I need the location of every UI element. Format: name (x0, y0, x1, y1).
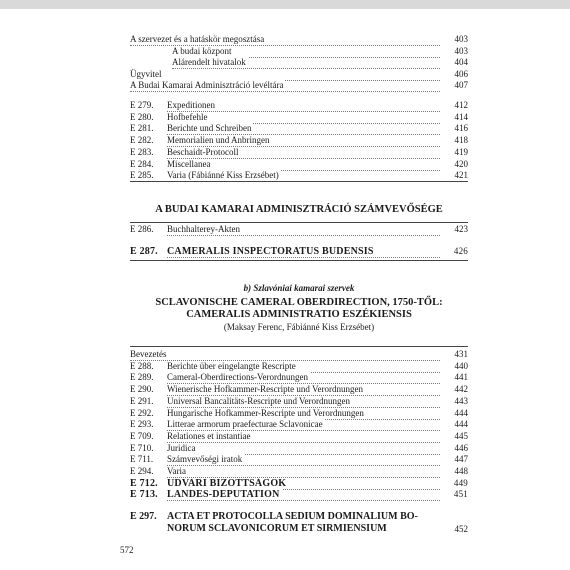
entry-code: E 281. (130, 123, 154, 134)
entry-title: Számvevőségi iratok (167, 454, 243, 465)
entry-code: E 283. (130, 146, 154, 157)
entry-title-line1: ACTA ET PROTOCOLLA SEDIUM DOMINALIUM BO- (167, 511, 418, 522)
toc-entry (130, 384, 468, 395)
section-heading-sclavonische-line2: CAMERALIS ADMINISTRATIO ESZÉKIENSIS (186, 309, 412, 320)
toc-entry (130, 396, 468, 407)
entry-page: 416 (454, 123, 468, 134)
entry-page: 449 (453, 477, 468, 488)
entry-title: Relationes et instantiae (167, 430, 251, 441)
entry-page: 448 (454, 466, 468, 476)
entry-title: Berichte über eingelangte Rescripte (167, 360, 296, 371)
entry-page: 446 (454, 442, 468, 453)
entry-title: LANDES-DEPUTATION (167, 489, 280, 501)
entry-title: Ügyvitel (130, 68, 162, 79)
entry-code: E 288. (130, 360, 154, 371)
section-rule (130, 260, 468, 261)
toc-entry (130, 170, 468, 181)
entry-page: 445 (454, 430, 468, 441)
toc-entry (130, 454, 468, 465)
section-heading-sclavonische-line1: SCLAVONISCHE CAMERAL OBERDIRECTION, 1750-TŐL: (155, 297, 443, 308)
entry-code: E 713. (130, 489, 158, 501)
toc-entry (130, 224, 468, 235)
toc-entry (130, 34, 468, 45)
toc-entry (130, 431, 468, 442)
entry-title: A szervezet és a hatáskör megosztása (130, 34, 265, 44)
entry-code: E 710. (130, 442, 154, 453)
entry-page: 423 (454, 224, 468, 234)
entry-page: 440 (454, 360, 468, 371)
toc-entry (130, 478, 468, 489)
section-rule (130, 222, 468, 223)
entry-code: E 279. (130, 100, 154, 110)
entry-title: Beschaidt-Protocoll (167, 146, 239, 157)
entry-code: E 292. (130, 407, 154, 418)
entry-title: Litterae armorum praefecturae Sclavonicae (167, 419, 323, 430)
entry-page: 403 (454, 34, 468, 44)
entry-page: 441 (454, 372, 468, 383)
toc-entry (130, 57, 468, 68)
entry-title: Alárendelt hivatalok (172, 57, 246, 68)
toc-entry (130, 159, 468, 170)
toc-entry (130, 361, 468, 372)
toc-entry (130, 69, 468, 80)
entry-code: E 297. (130, 511, 157, 522)
entry-page: 443 (454, 395, 468, 406)
entry-title: Juridica (167, 442, 196, 453)
entry-title: Varia (Fábiánné Kiss Erzsébet) (167, 170, 279, 181)
entry-code: E 294. (130, 466, 154, 476)
subsection-heading: b) Szlavóniai kamarai szervek (243, 283, 355, 293)
entry-page: 403 (454, 45, 468, 56)
entry-title: A Budai Kamarai Adminisztráció levéltára (130, 80, 284, 91)
entry-code: E 287. (130, 246, 158, 257)
toc-entry (130, 349, 468, 360)
entry-code: E 709. (130, 430, 154, 441)
entry-title: Miscellanea (167, 158, 211, 169)
toc-entry (130, 112, 468, 123)
entry-title: Universal Bancalitäts-Rescripte und Verordnungen (167, 395, 351, 406)
entry-page: 420 (454, 158, 468, 169)
entry-title: Cameral-Oberdirections-Verordnungen (167, 372, 308, 383)
toc-entry (130, 46, 468, 57)
entry-code: E 291. (130, 395, 154, 406)
entry-code: E 282. (130, 135, 154, 146)
toc-entry (130, 123, 468, 134)
entry-page: 419 (454, 146, 468, 157)
entry-title: Memorialien und Anbringen (167, 135, 270, 146)
entry-code: E 290. (130, 384, 154, 395)
entry-title: Berichte und Schreiben (167, 123, 252, 134)
toc-entry (130, 135, 468, 146)
entry-page: 412 (454, 100, 468, 110)
toc-entry (130, 80, 468, 91)
entry-title: Hofbefehle (167, 111, 208, 122)
entry-code: E 711. (130, 454, 154, 465)
entry-title: A budai központ (172, 45, 232, 56)
entry-page: 414 (454, 111, 468, 122)
entry-title: CAMERALIS INSPECTORATUS BUDENSIS (167, 246, 374, 257)
toc-entry (130, 443, 468, 454)
section-rule (130, 346, 468, 347)
entry-title: UDVARI BIZOTTSÁGOK (167, 477, 287, 489)
toc-entry (130, 489, 468, 500)
entry-page: 444 (454, 419, 468, 430)
entry-page: 426 (453, 246, 468, 256)
entry-code: E 289. (130, 372, 154, 383)
entry-page: 442 (454, 384, 468, 395)
entry-page: 404 (454, 57, 468, 68)
entry-title: Expeditionen (167, 100, 215, 110)
entry-page: 431 (454, 349, 468, 359)
entry-code: E 712. (130, 477, 158, 489)
entry-title: Wienerische Hofkammer-Rescripte und Verordnungen (167, 384, 363, 395)
entry-code: E 293. (130, 419, 154, 430)
toc-entry (130, 466, 468, 477)
toc-entry (130, 419, 468, 430)
entry-title: Varia (167, 466, 186, 476)
toc-entry (130, 246, 468, 257)
toc-entry (130, 147, 468, 158)
entry-page: 447 (454, 454, 468, 465)
toc-entry (130, 100, 468, 111)
entry-code: E 285. (130, 170, 154, 181)
toc-entry (130, 408, 468, 419)
entry-code: E 280. (130, 111, 154, 122)
entry-page: 418 (454, 135, 468, 146)
entry-title: Buchhalterey-Akten (167, 224, 240, 234)
entry-page: 452 (454, 524, 468, 534)
authors-line: (Maksay Ferenc, Fábiánné Kiss Erzsébet) (223, 322, 375, 332)
entry-title: Hungarische Hofkammer-Rescripte und Verordnungen (167, 407, 364, 418)
top-scan-edge (0, 0, 570, 9)
entry-code: E 286. (130, 224, 154, 234)
entry-title: Bevezetés (130, 349, 167, 359)
entry-page: 421 (454, 170, 468, 181)
entry-title-line2: NORUM SCLAVONICORUM ET SIRMIENSIUM (167, 523, 387, 534)
entry-page: 407 (454, 80, 468, 91)
page-number: 572 (120, 545, 134, 555)
section-heading-szamvevoseg: A BUDAI KAMARAI ADMINISZTRÁCIÓ SZÁMVEVŐSÉGE (155, 204, 443, 215)
entry-code: E 284. (130, 158, 154, 169)
entry-page: 451 (453, 489, 468, 500)
entry-page: 406 (454, 68, 468, 79)
entry-page: 444 (454, 407, 468, 418)
toc-entry (130, 372, 468, 383)
section-rule (130, 181, 468, 182)
